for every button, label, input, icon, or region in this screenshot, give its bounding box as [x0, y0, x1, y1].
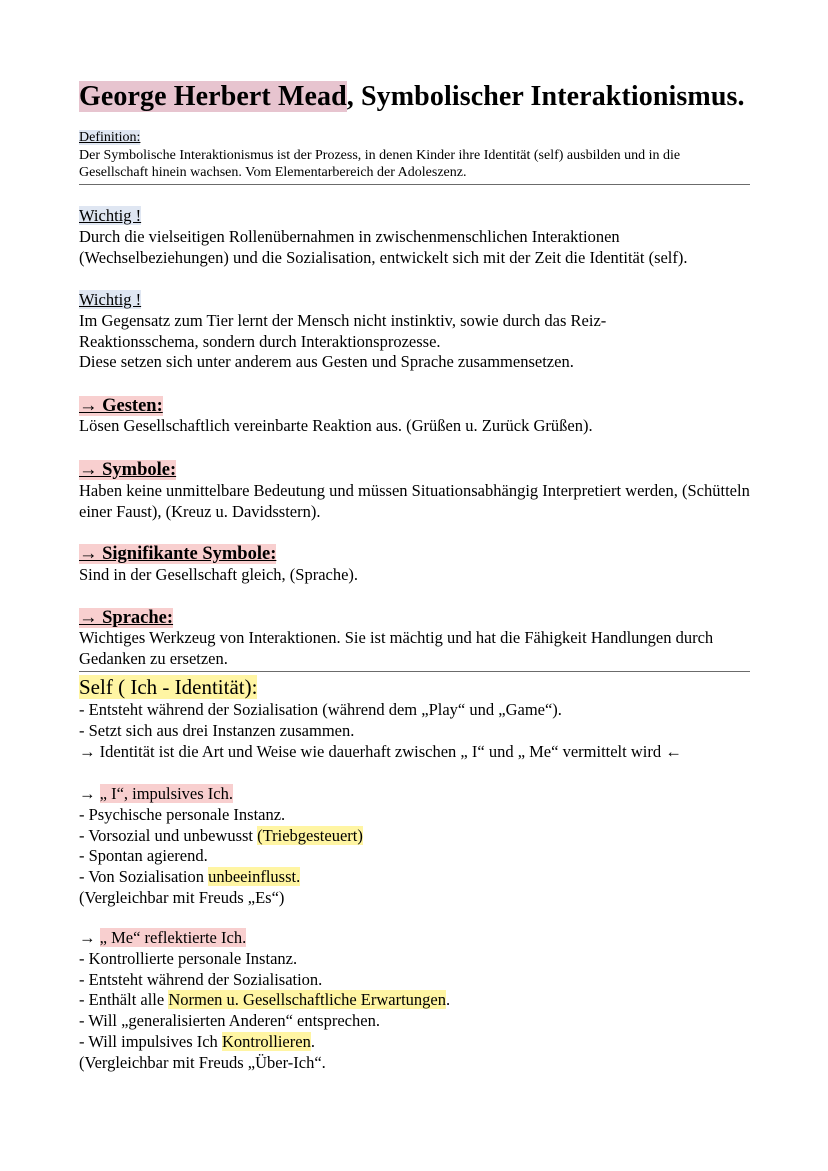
i-section — [79, 784, 750, 909]
i-heading: → „ I“, impulsives Ich. — [79, 784, 233, 803]
definition-label: Definition: — [79, 130, 141, 145]
title-rest: , Symbolischer Interaktionismus. — [346, 81, 745, 112]
wichtig-text-2a: Im Gegensatz zum Tier lernt der Mensch nicht instinktiv, sowie durch das Reiz-Reaktionsschema, sondern durch Interaktionsprozesse. — [79, 311, 607, 351]
signifikante-heading: → Signifikante Symbole: — [79, 544, 277, 564]
sprache-text: Wichtiges Werkzeug von Interaktionen. Sie ist mächtig und hat die Fähigkeit Handlungen durch Gedanken zu ersetzen. — [79, 628, 714, 668]
wichtig-label-2: Wichtig ! — [79, 290, 142, 309]
list-item: - Enthält alle Normen u. Gesellschaftliche Erwartungen. — [79, 990, 451, 1010]
symbole-text: Haben keine unmittelbare Bedeutung und müssen Situationsabhängig Interpretiert werden, (Schütteln einer Faust), (Kreuz u. Davidsstern). — [79, 481, 750, 521]
list-item: → Identität ist die Art und Weise wie dauerhaft zwischen „ I“ und „ Me“ vermittelt wird ← — [79, 741, 682, 761]
wichtig-text-2b: Diese setzen sich unter anderem aus Gesten und Sprache zusammensetzen. — [79, 352, 574, 371]
list-item: - Spontan agierend. — [79, 846, 208, 866]
list-item: - Entsteht während der Sozialisation. — [79, 969, 323, 989]
gesten-heading: → Gesten: — [79, 396, 163, 416]
list-item: (Vergleichbar mit Freuds „Über-Ich“. — [79, 1052, 326, 1072]
definition-text: Der Symbolische Interaktionismus ist der Prozess, in denen Kinder ihre Identität (self) ausbilden und in die Gesellschaft hinein wachsen. Vom Elementarbereich der Adoleszenz. — [79, 148, 681, 180]
list-item: - Von Sozialisation unbeeinflusst. — [79, 867, 301, 887]
gesten-text: Lösen Gesellschaftlich vereinbarte Reaktion aus. (Grüßen u. Zurück Grüßen). — [79, 416, 593, 435]
me-section — [79, 928, 750, 1074]
title-name: George Herbert Mead — [79, 81, 347, 112]
self-heading: Self ( Ich - Identität): — [79, 675, 258, 699]
signifikante-text: Sind in der Gesellschaft gleich, (Sprache). — [79, 565, 359, 584]
list-item: - Will „generalisierten Anderen“ entsprechen. — [79, 1011, 380, 1031]
page-title — [79, 80, 750, 114]
wichtig-label-1: Wichtig ! — [79, 206, 142, 225]
list-item: - Setzt sich aus drei Instanzen zusammen. — [79, 720, 355, 740]
divider — [79, 184, 750, 185]
symbole-heading: → Symbole: — [79, 460, 177, 480]
list-item: - Will impulsives Ich Kontrollieren. — [79, 1031, 315, 1051]
sprache-heading: → Sprache: — [79, 608, 174, 628]
list-item: - Kontrollierte personale Instanz. — [79, 948, 298, 968]
list-item: - Entsteht während der Sozialisation (während dem „Play“ und „Game“). — [79, 700, 562, 719]
me-heading: → „ Me“ reflektierte Ich. — [79, 928, 247, 947]
self-list — [79, 700, 750, 762]
list-item: - Vorsozial und unbewusst (Triebgesteuert) — [79, 825, 363, 845]
wichtig-text-1: Durch die vielseitigen Rollenübernahmen in zwischenmenschlichen Interaktionen (Wechselbeziehungen) und die Sozialisation, entwickelt sich mit der Zeit die Identität (self). — [79, 227, 688, 267]
divider — [79, 671, 750, 672]
list-item: (Vergleichbar mit Freuds „Es“) — [79, 887, 285, 907]
list-item: - Psychische personale Instanz. — [79, 804, 286, 824]
